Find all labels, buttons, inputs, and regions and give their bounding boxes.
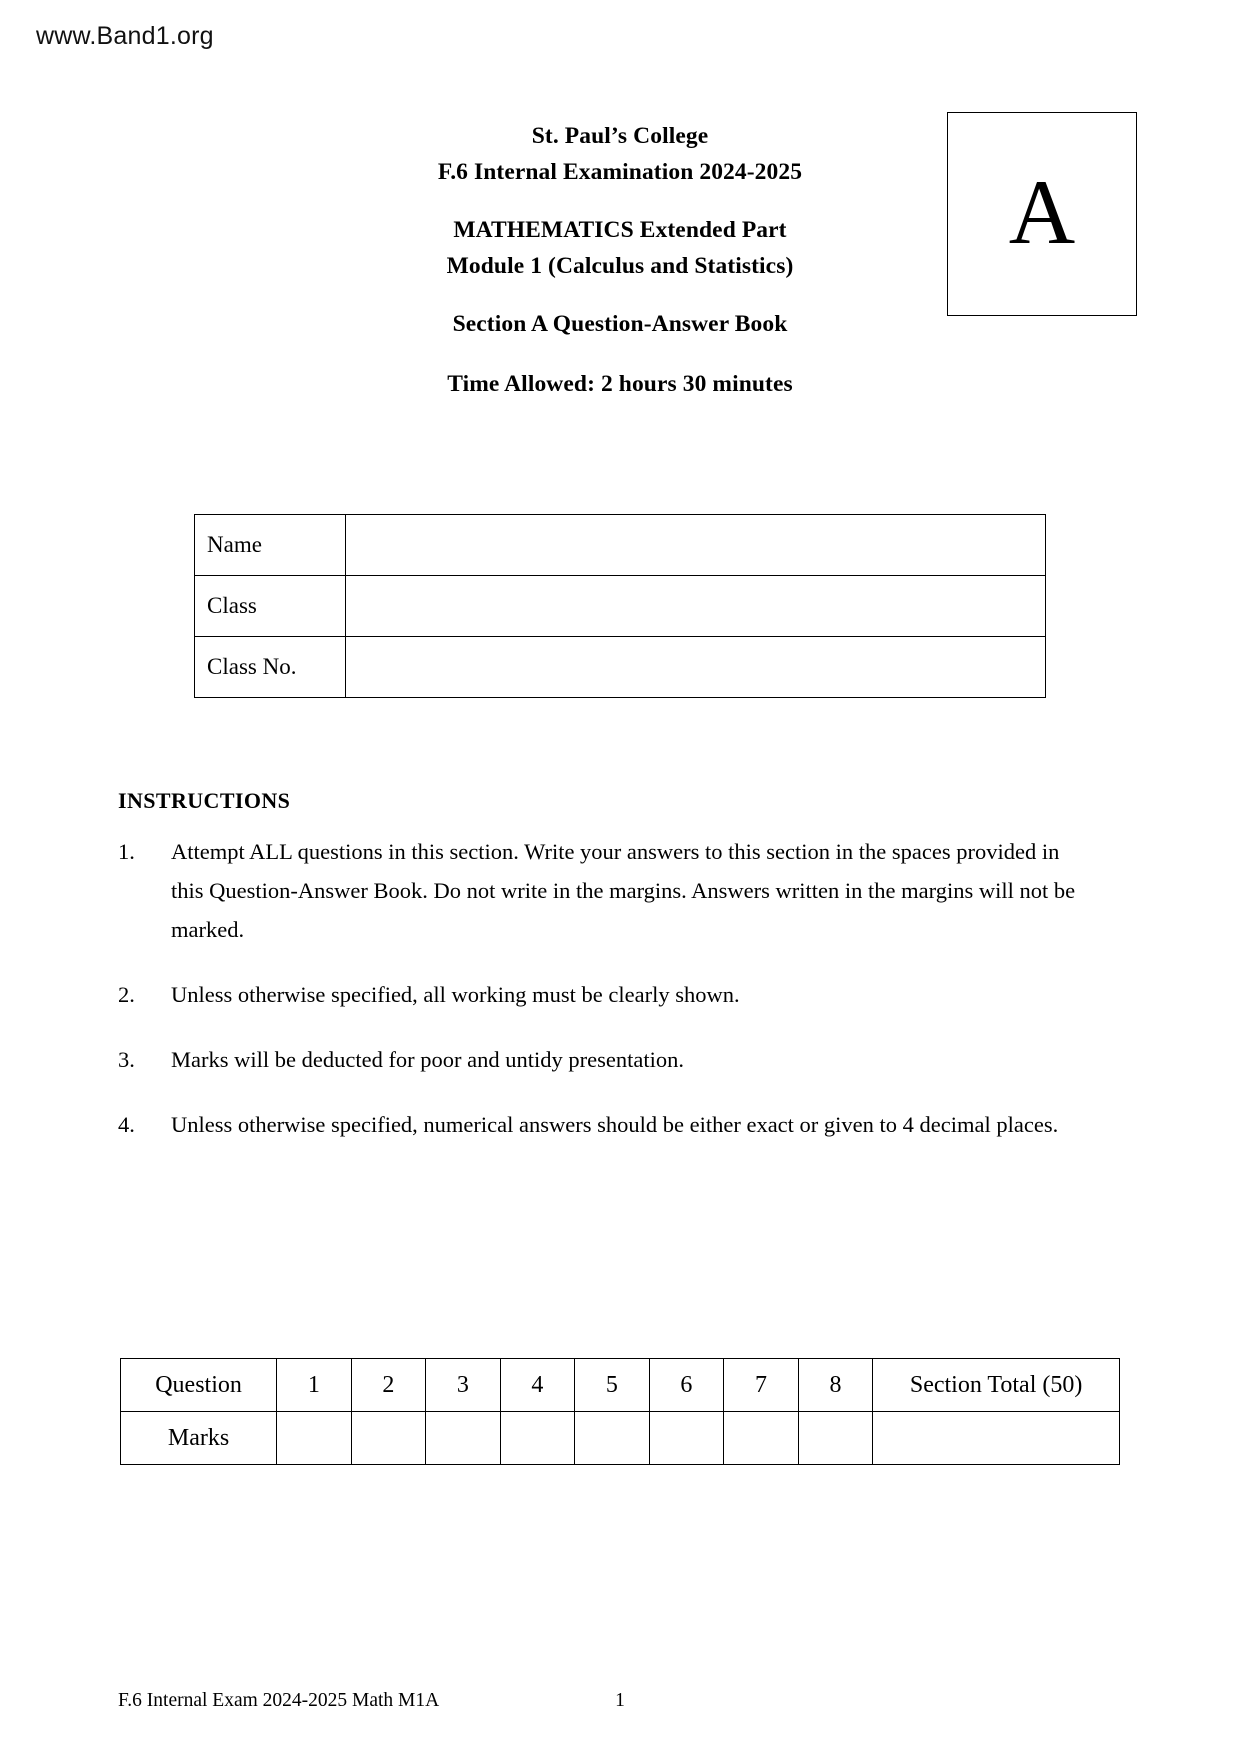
class-no-label: Class No. <box>195 637 346 698</box>
school-name: St. Paul’s College <box>531 123 709 149</box>
class-field[interactable] <box>346 576 1046 637</box>
marks-cell[interactable] <box>649 1412 724 1465</box>
list-item <box>118 832 1088 949</box>
module-title: Module 1 (Calculus and Statistics) <box>446 253 794 279</box>
marks-cell[interactable] <box>426 1412 501 1465</box>
marks-cell[interactable] <box>575 1412 650 1465</box>
question-number-cell: 7 <box>724 1359 799 1412</box>
grade-box <box>947 112 1137 316</box>
table-row <box>121 1359 1120 1412</box>
question-number-cell: 1 <box>277 1359 352 1412</box>
footer-exam-label: F.6 Internal Exam 2024-2025 Math M1A <box>118 1690 440 1711</box>
table-row <box>195 637 1046 698</box>
question-number-cell: 2 <box>351 1359 426 1412</box>
class-no-field[interactable] <box>346 637 1046 698</box>
marks-cell[interactable] <box>351 1412 426 1465</box>
instruction-text: Attempt ALL questions in this section. Write your answers to this section in the spaces provided in this Question-Answer Book. Do not write in the margins. Answers written in the margins will not be marked. <box>171 839 1076 942</box>
list-item <box>118 1040 1088 1079</box>
question-number-cell: 6 <box>649 1359 724 1412</box>
time-allowed: Time Allowed: 2 hours 30 minutes <box>447 371 793 397</box>
marks-cell[interactable] <box>798 1412 873 1465</box>
marks-cell[interactable] <box>277 1412 352 1465</box>
instruction-number: 3. <box>118 1047 135 1072</box>
instruction-text: Unless otherwise specified, numerical answers should be either exact or given to 4 decimal places. <box>171 1112 1059 1137</box>
list-item <box>118 975 1088 1014</box>
footer-page-number: 1 <box>615 1690 625 1711</box>
table-row <box>195 515 1046 576</box>
instruction-text: Unless otherwise specified, all working must be clearly shown. <box>171 982 740 1007</box>
marks-summary-table <box>120 1358 1120 1465</box>
list-item <box>118 1105 1088 1144</box>
instruction-number: 1. <box>118 839 135 864</box>
section-total-header: Section Total (50) <box>873 1359 1120 1412</box>
question-number-cell: 3 <box>426 1359 501 1412</box>
section-total-cell[interactable] <box>873 1412 1120 1465</box>
grade-letter: A <box>1008 161 1076 264</box>
question-row-label: Question <box>121 1359 277 1412</box>
booklet-title: Section A Question-Answer Book <box>452 311 788 337</box>
subject-title: MATHEMATICS Extended Part <box>453 217 787 243</box>
class-label: Class <box>195 576 346 637</box>
name-label: Name <box>195 515 346 576</box>
instruction-number: 2. <box>118 982 135 1007</box>
question-number-cell: 8 <box>798 1359 873 1412</box>
table-row <box>195 576 1046 637</box>
instructions-heading: INSTRUCTIONS <box>118 788 291 813</box>
question-number-cell: 5 <box>575 1359 650 1412</box>
exam-title: F.6 Internal Examination 2024-2025 <box>437 159 803 185</box>
site-watermark: www.Band1.org <box>36 22 214 50</box>
instruction-number: 4. <box>118 1112 135 1137</box>
instructions-list <box>118 832 1088 1170</box>
question-number-cell: 4 <box>500 1359 575 1412</box>
instruction-text: Marks will be deducted for poor and untidy presentation. <box>171 1047 684 1072</box>
marks-cell[interactable] <box>724 1412 799 1465</box>
marks-row-label: Marks <box>121 1412 277 1465</box>
table-row <box>121 1412 1120 1465</box>
name-field[interactable] <box>346 515 1046 576</box>
candidate-particulars-table <box>194 514 1046 698</box>
marks-cell[interactable] <box>500 1412 575 1465</box>
